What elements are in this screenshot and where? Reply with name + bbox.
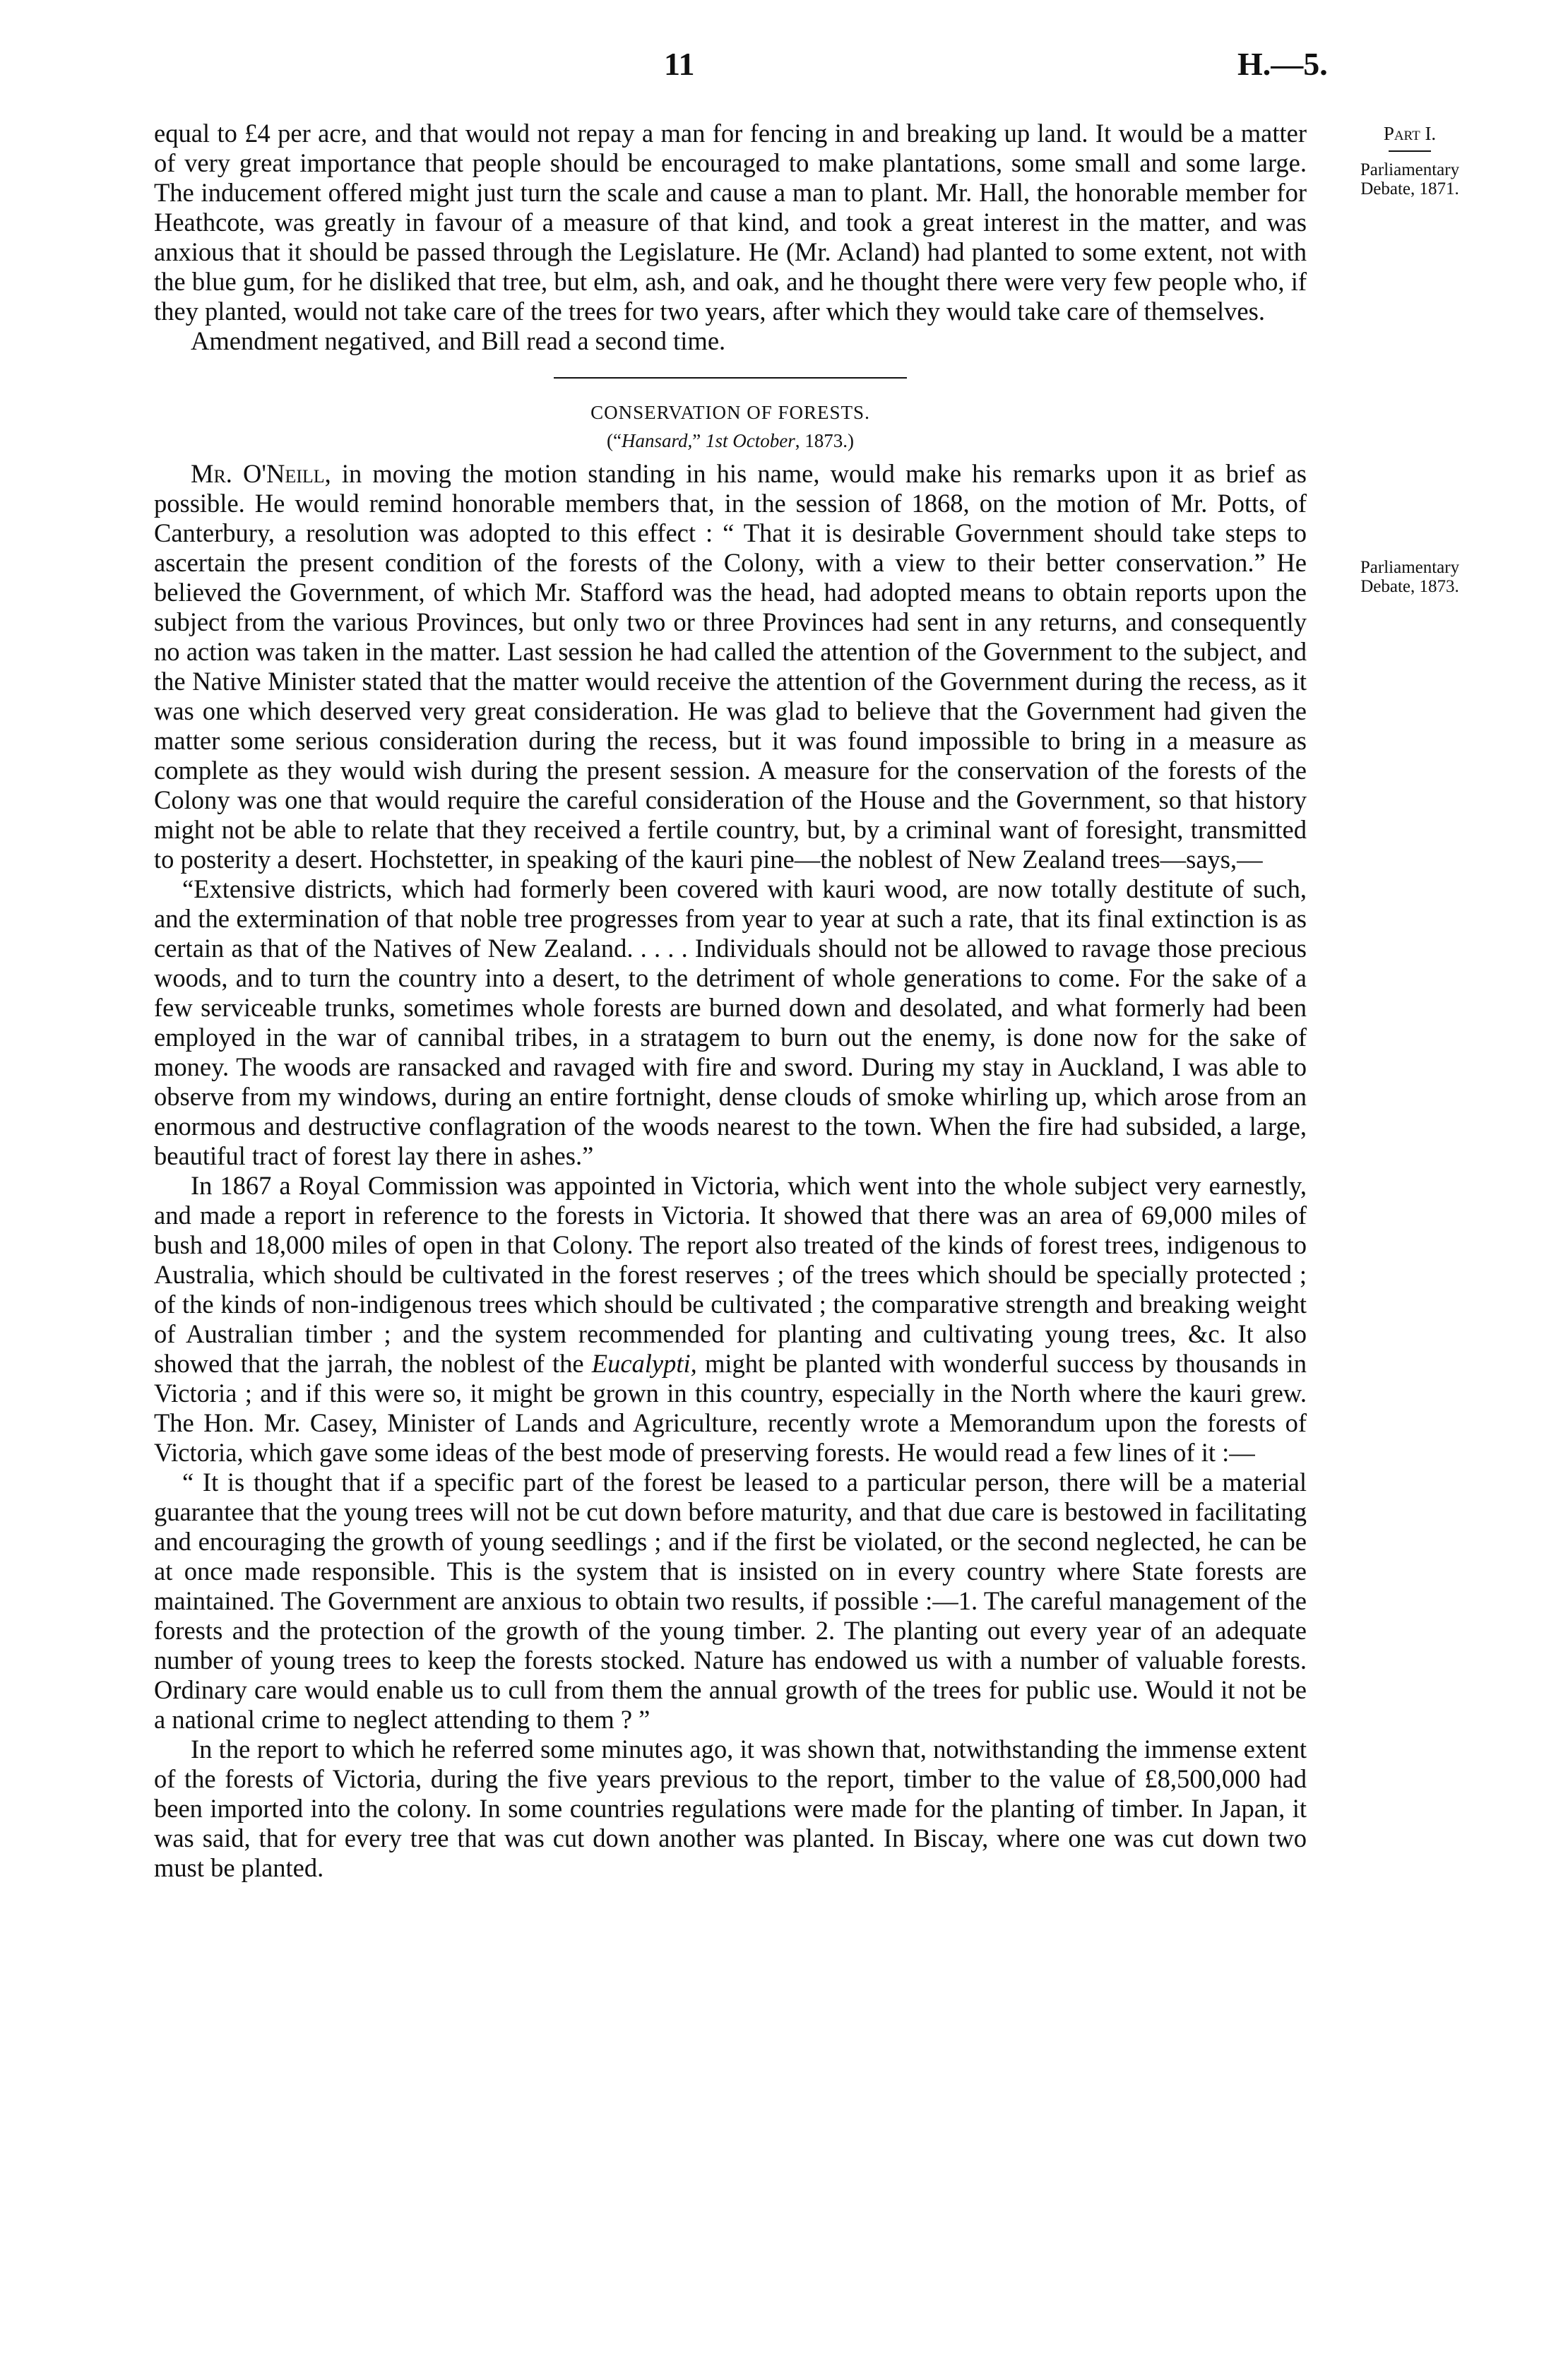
section-title: CONSERVATION OF FORESTS. <box>590 402 870 423</box>
margin-note-1873: Parliamentary Debate, 1873. <box>1360 558 1460 596</box>
speaker-name: Mr. O'Neill, <box>191 459 331 488</box>
quote-hochstetter: “Extensive districts, which had formerly been covered with kauri wood, are now totally destitute of such, and the extermination of that noble tree progresses from year to year at such a rate, that its final extinction is as certain as that of the Natives of New Zealand. . . . . Individuals should not be allowed to ravage those precious woods, and to turn the country into a desert, to the detriment of whole generations to come. For the sake of a few serviceable trunks, sometimes whole forests are burned down and desolated, and what formerly had been employed in the war of cannibal tribes, in a stratagem to burn out the enemy, is done now for the sake of money. The woods are ransacked and ravaged with fire and sword. During my stay in Auckland, I was able to observe from my windows, during an entire fortnight, dense clouds of smoke whirling up, which arose from an enormous and destructive conflagration of the woods nearest to the town. When the fire had subsided, a large, beautiful tract of forest lay there in ashes.” <box>154 874 1307 1170</box>
source-date: 1st October <box>706 430 795 451</box>
eucalypti-italic: Eucalypti, <box>591 1349 697 1378</box>
margin-rule <box>1389 150 1431 152</box>
margin-note-part: Part I. <box>1383 123 1437 144</box>
source-close: , 1873.) <box>795 430 854 451</box>
margin-note-1871 <box>1339 124 1480 198</box>
paragraph-royal-commission <box>154 1171 1307 1468</box>
paragraph-report-timber: In the report to which he referred some minutes ago, it was shown that, notwithstanding the immense extent of the forests of Victoria, during the five years previous to the report, timber to the value of £8,500,000 had been imported into the colony. In some countries regulations were made for the planting of timber. In Japan, it was said, that for every tree that was cut down another was planted. In Biscay, where one was cut down two must be planted. <box>154 1735 1307 1882</box>
paragraph-oneill <box>154 459 1307 874</box>
page-number: 11 <box>664 46 695 82</box>
paragraph-amendment: Amendment negatived, and Bill read a second time. <box>191 326 726 355</box>
main-text <box>154 119 1307 1883</box>
section-divider <box>554 377 907 379</box>
royal-commission-text-a: In 1867 a Royal Commission was appointed in Victoria, which went into the whole subject very earnestly, and made a report in reference to the forests in Victoria. It showed that there was an area of 69,000 miles of bush and 18,000 miles of open in that Colony. The report also treated of the kinds of forest trees, indigenous to Australia, which should be cultivated in the forest reserves ; of the trees which should be specially protected ; of the kinds of non-indigenous trees which should be cultivated ; the comparative strength and breaking weight of Australian timber ; and the system recommended for planting and cultivating young trees, &c. It also showed that the jarrah, the noblest of the <box>154 1171 1307 1378</box>
paragraph-oneill-text: in moving the motion standing in his name, would make his remarks upon it as brief as possible. He would remind honorable members that, in the session of 1868, on the motion of Mr. Potts, of Canterbury, a resolution was adopted to this effect : “ That it is desirable Government should take steps to ascertain the present condition of the forests of the Colony, with a view to their better conservation.” He believed the Government, of which Mr. Stafford was the head, had adopted means to obtain reports upon the subject from the various Provinces, but only two or three Provinces had sent in any returns, and consequently no action was taken in the matter. Last session he had called the attention of the Government to the subject, and the Native Minister stated that the matter would receive the attention of the Government during the recess, as it was one which deserved very great consideration. He was glad to believe that the Government had given the matter some serious consideration during the recess, but it was found impossible to bring in a measure as complete as they would wish during the present session. A measure for the conservation of the forests of the Colony was one that would require the careful consideration of the House and the Government, so that history might not be able to relate that they received a fertile country, but, by a criminal want of foresight, transmitted to posterity a desert. Hochstetter, in speaking of the kauri pine—the noblest of New Zealand trees—says,— <box>154 459 1307 874</box>
quote-casey-memorandum: “ It is thought that if a specific part of the forest be leased to a particular person, there will be a material guarantee that the young trees will not be cut down before maturity, and that due care is bestowed in facilitating and encouraging the growth of young seedlings ; and if the first be violated, or the second neglected, he can be at once made responsible. This is the system that is insisted on in every country where State forests are maintained. The Government are anxious to obtain two results, if possible :—1. The careful management of the forests and the protection of the growth of the young timber. 2. The planting out every year of an adequate number of young trees to keep the forests stocked. Nature has endowed us with a number of valuable forests. Ordinary care would enable us to cull from them the annual growth of the trees for public use. Would it not be a national crime to neglect attending to them ? ” <box>154 1468 1307 1734</box>
section-source <box>154 427 1307 455</box>
source-sep: ” <box>692 430 706 451</box>
margin-note-debate-1871: Parliamentary Debate, 1871. <box>1360 160 1460 198</box>
source-open: (“ <box>607 430 622 451</box>
royal-commission-text-b: might be planted with wonderful success by thousands in Victoria ; and if this were so, it might be grown in this country, especially in the North where the kauri grew. The Hon. Mr. Casey, Minister of Lands and Agriculture, recently wrote a Memorandum upon the forests of Victoria, which gave some ideas of the best mode of preserving forests. He would read a few lines of it :— <box>154 1349 1307 1467</box>
paragraph-acland: equal to £4 per acre, and that would not repay a man for fencing in and breaking up land. It would be a matter of very great importance that people should be encouraged to make plantations, some small and some large. The inducement offered might just turn the scale and cause a man to plant. Mr. Hall, the honorable member for Heathcote, was greatly in favour of a measure of that kind, and took a great interest in the matter, and was anxious that it should be passed through the Legislature. He (Mr. Acland) had planted to some extent, not with the blue gum, for he disliked that tree, but elm, ash, and oak, and he thought there were very few people who, if they planted, would not take care of the trees for two years, after which they would take care of themselves. <box>154 119 1307 326</box>
document-reference: H.—5. <box>1237 46 1328 82</box>
source-hansard: Hansard, <box>622 430 693 451</box>
